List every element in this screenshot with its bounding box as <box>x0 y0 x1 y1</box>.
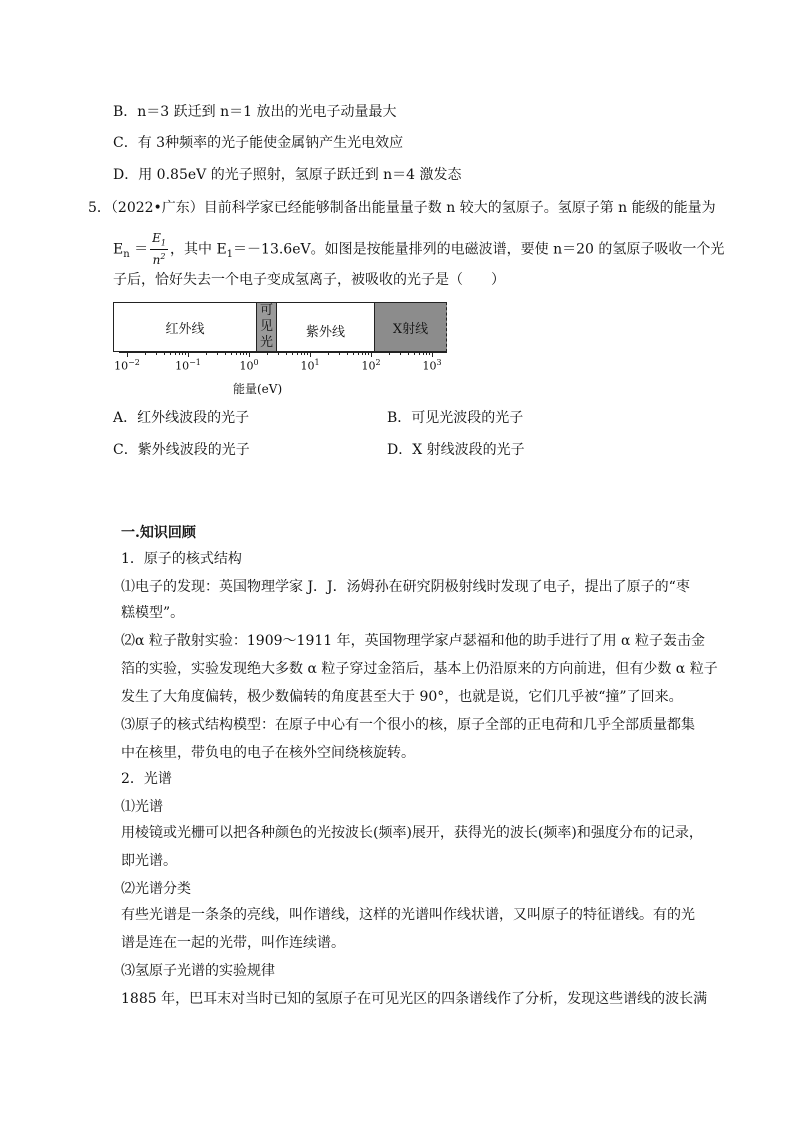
axis-minor-tick <box>179 352 180 355</box>
axis-minor-tick <box>236 352 237 355</box>
s2-p2-line1: 有些光谱是一条条的亮线，叫作谱线，这样的光谱叫作线状谱，又叫原子的特征谱线。有的光 <box>121 907 695 923</box>
axis-minor-tick <box>156 352 157 355</box>
s1-p3-line1: ⑶原子的核式结构模型：在原子中心有一个很小的核，原子全部的正电荷和几乎全部质量都集 <box>121 717 695 733</box>
s1-p3-line2: 中在核里，带负电的电子在核外空间绕核旋转。 <box>121 745 415 761</box>
axis-minor-tick <box>240 352 241 355</box>
energy-axis-line <box>119 352 447 353</box>
band-ultraviolet: 紫外线 <box>276 302 375 352</box>
axis-minor-tick <box>206 352 207 355</box>
s1-p2-line2: 箔的实验，实验发现绝大多数 α 粒子穿过金箔后，基本上仍沿原来的方向前进，但有少数 α 粒子 <box>121 661 718 677</box>
axis-minor-tick <box>267 352 268 355</box>
axis-minor-tick <box>225 352 226 355</box>
axis-minor-tick <box>175 352 176 355</box>
energy-subscript: n <box>123 248 130 260</box>
axis-minor-tick <box>429 352 430 355</box>
axis-minor-tick <box>292 352 293 355</box>
q4-option-d: D．用 0.85eV 的光子照射，氢原子跃迁到 n＝4 激发态 <box>113 167 462 183</box>
stem-text-a: ，其中 E <box>170 241 227 258</box>
axis-minor-tick <box>301 352 302 355</box>
axis-minor-tick <box>419 352 420 355</box>
s2-p2-line2: 谱是连在一起的光带，叫作连续谱。 <box>121 935 345 951</box>
axis-minor-tick <box>358 352 359 355</box>
axis-minor-tick <box>243 352 244 355</box>
axis-minor-tick <box>217 352 218 355</box>
q5-option-c: C．紫外线波段的光子 <box>113 442 250 458</box>
axis-minor-tick <box>423 352 424 355</box>
axis-tick <box>310 352 311 357</box>
equals-sign: ＝ <box>134 241 149 258</box>
em-spectrum-diagram <box>113 302 453 398</box>
axis-minor-tick <box>278 352 279 355</box>
axis-minor-tick <box>408 352 409 355</box>
axis-tick <box>127 352 128 357</box>
axis-tick-label: $10^{-2}$ <box>114 358 140 373</box>
axis-minor-tick <box>307 352 308 355</box>
axis-minor-tick <box>182 352 183 355</box>
axis-tick-label: $10^2$ <box>361 358 381 373</box>
s1-p2-line1: ⑵α 粒子散射实验：1909～1911 年，英国物理学家卢瑟福和他的助手进行了用 α 粒子轰击金 <box>121 633 705 649</box>
fraction-denominator: n <box>152 253 161 268</box>
axis-tick-label: $10^3$ <box>422 358 442 373</box>
axis-minor-tick <box>164 352 165 355</box>
axis-minor-tick <box>400 352 401 355</box>
axis-minor-tick <box>365 352 366 355</box>
fraction-numerator: E <box>152 231 161 245</box>
s2-p1-line1: 用棱镜或光栅可以把各种颜色的光按波长(频率)展开，获得光的波长(频率)和强度分布的记录， <box>121 825 703 841</box>
axis-minor-tick <box>339 352 340 355</box>
energy-symbol: E <box>113 241 124 258</box>
stem-text-b: ＝－13.6eV。如图是按能量排列的电磁波谱，要使 n＝20 的氢原子吸收一个光 <box>233 241 725 258</box>
s2-p3-line1: 1885 年，巴耳末对当时已知的氢原子在可见光区的四条谱线作了分析，发现这些谱线的波长满 <box>121 991 708 1007</box>
axis-minor-tick <box>362 352 363 355</box>
axis-minor-tick <box>353 352 354 355</box>
q5-option-d: D．X 射线波段的光子 <box>387 442 525 458</box>
q4-option-c: C．有 3种频率的光子能使金属钠产生光电效应 <box>113 135 404 151</box>
axis-tick-label: $10^{-1}$ <box>175 358 201 373</box>
axis-minor-tick <box>426 352 427 355</box>
band-visible: 可 见 光 <box>256 302 277 352</box>
axis-tick <box>188 352 189 357</box>
axis-tick-label: $10^0$ <box>239 358 259 373</box>
q5-option-b: B．可见光波段的光子 <box>387 410 524 426</box>
q4-option-b: B．n＝3 跃迁到 n＝1 放出的光电子动量最大 <box>113 104 397 120</box>
axis-minor-tick <box>145 352 146 355</box>
axis-minor-tick <box>297 352 298 355</box>
axis-minor-tick <box>304 352 305 355</box>
axis-minor-tick <box>347 352 348 355</box>
q5-stem-line2 <box>113 232 724 268</box>
band-infrared: 红外线 <box>113 302 257 352</box>
s2-subheading-2: ⑵光谱分类 <box>121 881 191 897</box>
section-heading: 一.知识回顾 <box>121 525 196 541</box>
axis-minor-tick <box>170 352 171 355</box>
axis-tick <box>371 352 372 357</box>
axis-tick-label: $10^1$ <box>300 358 320 373</box>
axis-minor-tick <box>286 352 287 355</box>
s2-subheading-1: ⑴光谱 <box>121 799 163 815</box>
axis-minor-tick <box>246 352 247 355</box>
section-1-title: 1．原子的核式结构 <box>121 551 242 567</box>
axis-tick <box>432 352 433 357</box>
section-2-title: 2．光谱 <box>121 771 172 787</box>
axis-minor-tick <box>414 352 415 355</box>
axis-minor-tick <box>231 352 232 355</box>
band-xray: X射线 <box>374 302 447 352</box>
energy-fraction: $\frac{E_1}{n^2}$ <box>152 231 166 268</box>
axis-tick <box>249 352 250 357</box>
e1-subscript: 1 <box>226 248 234 260</box>
axis-minor-tick <box>328 352 329 355</box>
axis-minor-tick <box>185 352 186 355</box>
s1-p1-line2: 糕模型”。 <box>121 605 185 621</box>
q5-stem-line3: 子后，恰好失去一个电子变成氢离子，被吸收的光子是（ ） <box>113 272 505 288</box>
energy-axis-label: 能量(eV) <box>233 382 283 396</box>
s2-p1-line2: 即光谱。 <box>121 853 177 869</box>
q5-stem-line1: 5．（2022•广东）目前科学家已经能够制备出能量量子数 n 较大的氢原子。氢原子第 n 能级的能量为 <box>88 200 716 216</box>
s1-p1-line1: ⑴电子的发现：英国物理学家 J．J．汤姆孙在研究阴极射线时发现了电子，提出了原子的“枣 <box>121 579 690 595</box>
s2-subheading-3: ⑶氢原子光谱的实验规律 <box>121 963 275 979</box>
axis-minor-tick <box>389 352 390 355</box>
s1-p2-line3: 发生了大角度偏转，极少数偏转的角度甚至大于 90°，也就是说，它们几乎被“撞”了回来。 <box>121 689 683 705</box>
q5-option-a: A．红外线波段的光子 <box>113 410 250 426</box>
axis-minor-tick <box>368 352 369 355</box>
